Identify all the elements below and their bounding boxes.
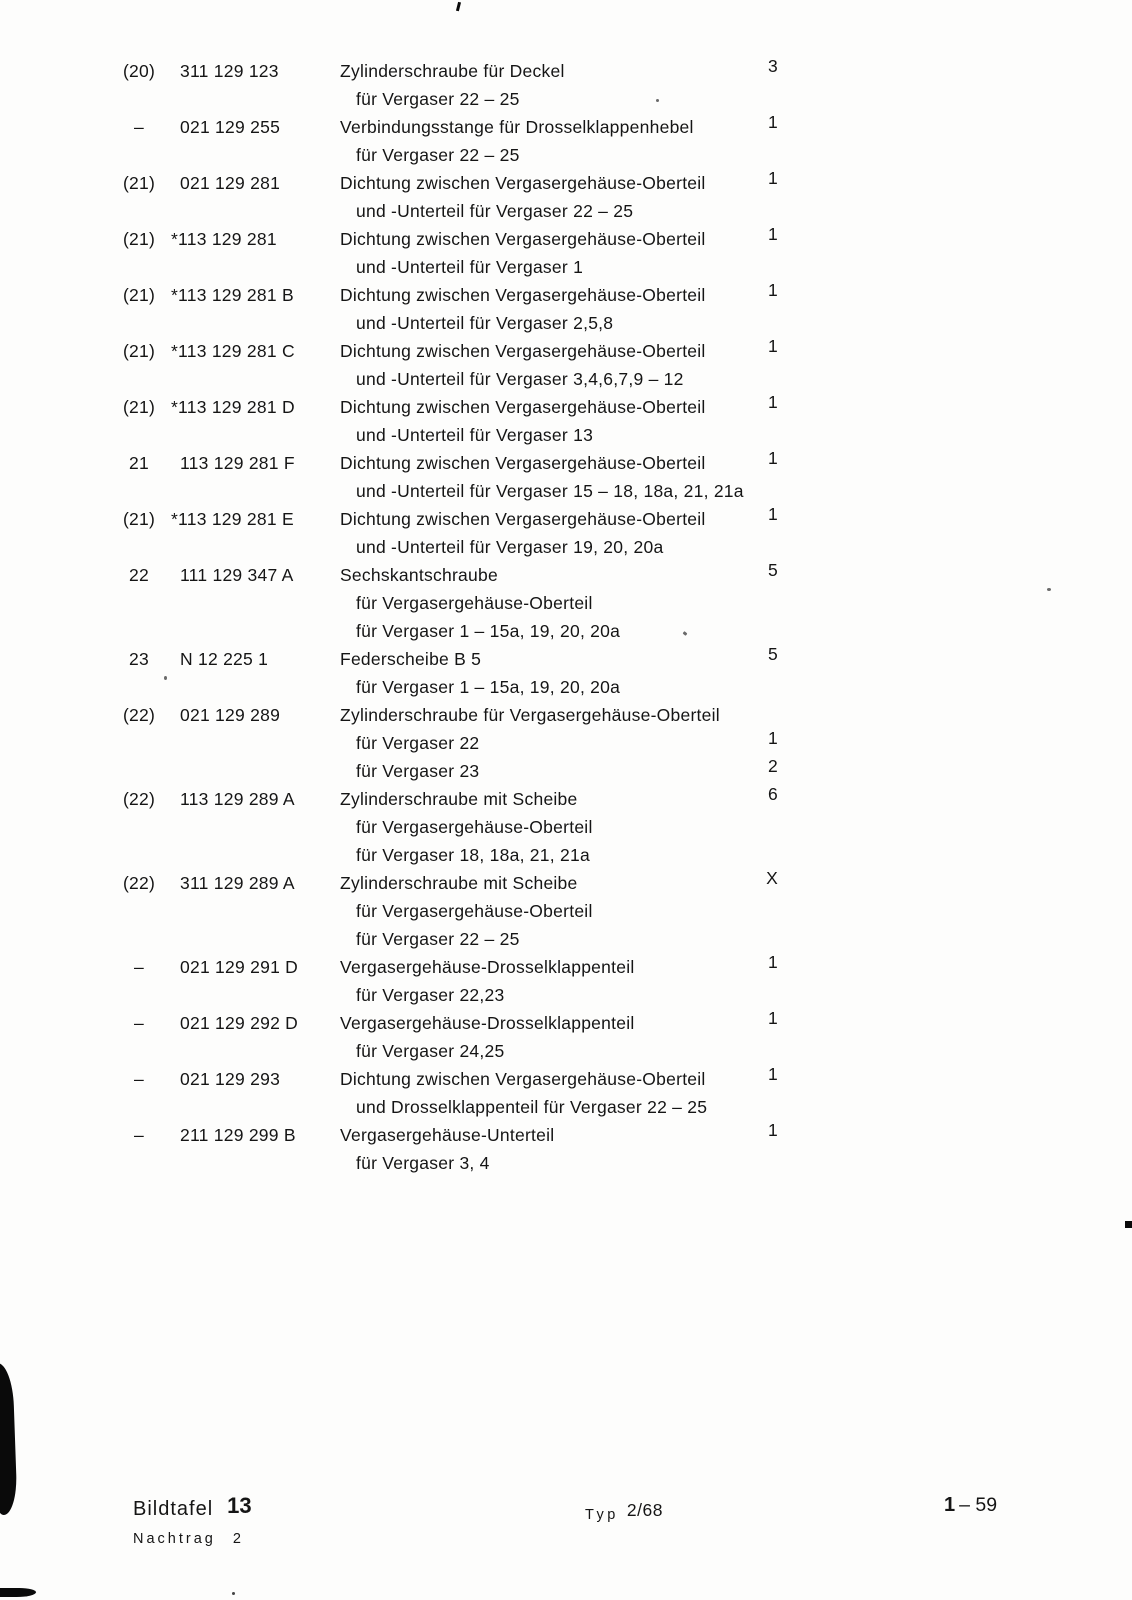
position-number: – (134, 117, 144, 137)
position-number: 21 (129, 453, 149, 473)
table-row-line (0, 785, 1132, 813)
position-number: (20) (122, 61, 156, 81)
ink-blob-artifact (0, 1363, 18, 1516)
position-number: (21) (122, 285, 156, 305)
part-number: *113 129 281 C (171, 341, 295, 361)
table-row-line (0, 981, 1132, 1009)
part-description: Dichtung zwischen Vergasergehäuse-Oberteil (340, 453, 706, 473)
part-description: für Vergaser 18, 18a, 21, 21a (356, 845, 590, 865)
part-number: 311 129 289 A (180, 873, 295, 893)
part-description: und -Unterteil für Vergaser 1 (356, 257, 584, 277)
part-number: 021 129 255 (180, 117, 281, 137)
part-description: und -Unterteil für Vergaser 13 (356, 425, 594, 445)
table-row-line (0, 561, 1132, 589)
right-edge-dash-artifact (1125, 1221, 1132, 1228)
part-description: und -Unterteil für Vergaser 3,4,6,7,9 – 12 (356, 369, 684, 389)
position-number: – (134, 1013, 144, 1033)
table-row-line (0, 617, 1132, 645)
table-row-line (0, 645, 1132, 673)
table-row-line (0, 197, 1132, 225)
position-number: (22) (122, 705, 156, 725)
part-description: Vergasergehäuse-Drosselklappenteil (340, 957, 635, 977)
part-description: für Vergaser 22 – 25 (356, 145, 520, 165)
table-row-line (0, 253, 1132, 281)
quantity: 1 (768, 1064, 778, 1084)
part-description: Sechskantschraube (340, 565, 498, 585)
table-row-line (0, 421, 1132, 449)
quantity: 1 (768, 336, 778, 356)
part-description: Vergasergehäuse-Unterteil (340, 1125, 555, 1145)
part-description: für Vergaser 22,23 (356, 985, 505, 1005)
table-row-line (0, 337, 1132, 365)
part-number: *113 129 281 (171, 229, 277, 249)
part-description: für Vergaser 22 – 25 (356, 929, 520, 949)
table-row-line (0, 169, 1132, 197)
page-number-first: 1 (944, 1494, 956, 1516)
table-row-line (0, 225, 1132, 253)
position-number: – (134, 957, 144, 977)
position-number: 23 (129, 649, 149, 669)
quantity: 1 (768, 504, 778, 524)
table-row-line (0, 477, 1132, 505)
position-number: (21) (122, 341, 156, 361)
part-number: 311 129 123 (180, 61, 279, 81)
typ-footer (585, 1500, 663, 1524)
part-description: Dichtung zwischen Vergasergehäuse-Oberteil (340, 285, 706, 305)
part-description: Vergasergehäuse-Drosselklappenteil (340, 1013, 635, 1033)
quantity: 1 (768, 280, 778, 300)
speck-artifact (656, 99, 659, 102)
table-row-line (0, 1065, 1132, 1093)
quantity: 1 (768, 448, 778, 468)
position-number: (22) (122, 873, 156, 893)
part-description: für Vergaser 22 (356, 733, 480, 753)
part-description: und Drosselklappenteil für Vergaser 22 – 25 (356, 1097, 708, 1117)
table-row-line (0, 589, 1132, 617)
page-number (944, 1494, 997, 1517)
part-number: 021 129 281 (180, 173, 281, 193)
table-row-line (0, 141, 1132, 169)
parts-table-body (0, 57, 1132, 1177)
speck-artifact (232, 1592, 235, 1595)
top-speck-artifact (456, 2, 461, 11)
speck-artifact (1047, 588, 1051, 591)
table-row-line (0, 1149, 1132, 1177)
part-number: N 12 225 1 (180, 649, 269, 669)
table-row-line (0, 533, 1132, 561)
part-description: und -Unterteil für Vergaser 15 – 18, 18a, 21, 21a (356, 481, 744, 501)
quantity: 1 (768, 728, 778, 748)
position-number: (21) (122, 229, 156, 249)
quantity: 1 (768, 168, 778, 188)
part-description: und -Unterteil für Vergaser 19, 20, 20a (356, 537, 664, 557)
part-description: für Vergasergehäuse-Oberteil (356, 593, 593, 613)
table-row-line (0, 365, 1132, 393)
part-description: Dichtung zwischen Vergasergehäuse-Oberteil (340, 173, 706, 193)
quantity: 1 (768, 112, 778, 132)
part-description: Zylinderschraube für Vergasergehäuse-Oberteil (340, 705, 720, 725)
position-number: (21) (122, 173, 156, 193)
table-row-line (0, 281, 1132, 309)
part-description: und -Unterteil für Vergaser 2,5,8 (356, 313, 614, 333)
bildtafel-label: Bildtafel (133, 1498, 214, 1520)
quantity: 5 (768, 644, 778, 664)
table-row-line (0, 57, 1132, 85)
part-description: Dichtung zwischen Vergasergehäuse-Oberteil (340, 341, 706, 361)
bildtafel-number: 13 (227, 1493, 252, 1518)
table-row-line (0, 897, 1132, 925)
part-number: *113 129 281 B (171, 285, 294, 305)
part-description: und -Unterteil für Vergaser 22 – 25 (356, 201, 634, 221)
part-description: Zylinderschraube mit Scheibe (340, 789, 578, 809)
part-description: für Vergaser 1 – 15a, 19, 20, 20a (356, 621, 621, 641)
part-description: für Vergaser 23 (356, 761, 480, 781)
quantity: 1 (768, 224, 778, 244)
bottom-streak-tail-artifact (22, 1590, 202, 1594)
table-row-line (0, 113, 1132, 141)
quantity: 3 (768, 56, 778, 76)
table-row-line (0, 505, 1132, 533)
position-number: (21) (122, 397, 156, 417)
typ-value: 2/68 (626, 1500, 663, 1520)
part-number: 211 129 299 B (180, 1125, 296, 1145)
part-number: 021 129 291 D (180, 957, 299, 977)
quantity: 1 (768, 1008, 778, 1028)
nachtrag-label: Nachtrag 2 (133, 1531, 244, 1547)
part-number: *113 129 281 E (171, 509, 294, 529)
table-row-line (0, 813, 1132, 841)
table-row-line (0, 841, 1132, 869)
quantity: 6 (768, 784, 778, 804)
part-number: 021 129 289 (180, 705, 281, 725)
typ-label: Typ (585, 1507, 619, 1523)
part-description: für Vergaser 1 – 15a, 19, 20, 20a (356, 677, 621, 697)
part-number: 113 129 281 F (180, 453, 295, 473)
quantity: 1 (768, 952, 778, 972)
position-number: – (134, 1125, 144, 1145)
part-description: Dichtung zwischen Vergasergehäuse-Oberteil (340, 509, 706, 529)
part-number: 111 129 347 A (180, 565, 294, 585)
quantity: 1 (768, 1120, 778, 1140)
part-number: 113 129 289 A (180, 789, 295, 809)
part-description: Verbindungsstange für Drosselklappenhebel (340, 117, 694, 137)
part-description: für Vergasergehäuse-Oberteil (356, 901, 593, 921)
part-description: Zylinderschraube für Deckel (340, 61, 565, 81)
part-description: Federscheibe B 5 (340, 649, 482, 669)
table-row-line (0, 449, 1132, 477)
speck-artifact (164, 676, 167, 680)
position-number: – (134, 1069, 144, 1089)
part-description: für Vergaser 22 – 25 (356, 89, 520, 109)
part-description: Dichtung zwischen Vergasergehäuse-Oberteil (340, 397, 706, 417)
quantity: 2 (768, 756, 778, 776)
table-row-line (0, 953, 1132, 981)
table-row-line (0, 869, 1132, 897)
page-number-rest: – 59 (959, 1494, 998, 1516)
table-row-line (0, 1093, 1132, 1121)
table-row-line (0, 729, 1132, 757)
part-description: für Vergaser 3, 4 (356, 1153, 490, 1173)
part-description: für Vergaser 24,25 (356, 1041, 505, 1061)
table-row-line (0, 1009, 1132, 1037)
part-description: Zylinderschraube mit Scheibe (340, 873, 578, 893)
position-number: 22 (129, 565, 149, 585)
table-row-line (0, 393, 1132, 421)
table-row-line (0, 85, 1132, 113)
part-number: *113 129 281 D (171, 397, 295, 417)
table-row-line (0, 309, 1132, 337)
table-row-line (0, 757, 1132, 785)
part-description: Dichtung zwischen Vergasergehäuse-Oberteil (340, 229, 706, 249)
part-number: 021 129 293 (180, 1069, 281, 1089)
quantity: 1 (768, 392, 778, 412)
bildtafel-footer (133, 1495, 252, 1521)
quantity: 5 (768, 560, 778, 580)
table-row-line (0, 1121, 1132, 1149)
table-row-line (0, 925, 1132, 953)
table-row-line (0, 701, 1132, 729)
table-row-line (0, 1037, 1132, 1065)
part-description: Dichtung zwischen Vergasergehäuse-Oberteil (340, 1069, 706, 1089)
quantity: X (766, 868, 778, 888)
part-number: 021 129 292 D (180, 1013, 299, 1033)
position-number: (21) (122, 509, 156, 529)
position-number: (22) (122, 789, 156, 809)
part-description: für Vergasergehäuse-Oberteil (356, 817, 593, 837)
table-row-line (0, 673, 1132, 701)
